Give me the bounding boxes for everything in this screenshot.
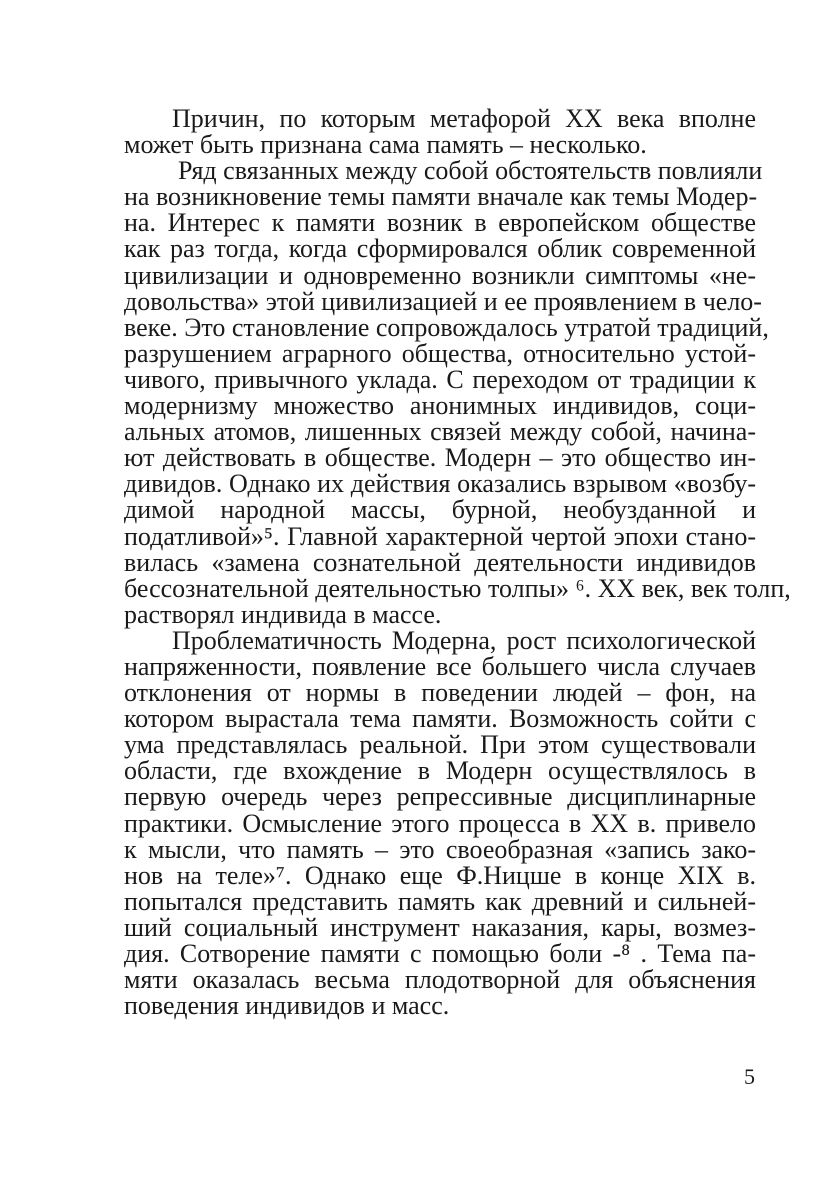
text-line: чивого, привычного уклада. С переходом от традиции к (124, 364, 756, 394)
text-line: поведения индивидов и масс. (124, 991, 450, 1021)
text-line: напряженности, появление все большего числа случаев (124, 651, 756, 681)
text-line: модернизму множество анонимных индивидов, соци- (124, 391, 756, 421)
text-line: альных атомов, лишенных связей между собой, начина- (124, 417, 756, 447)
text-line: отклонения от нормы в поведении людей – фон, на (124, 678, 756, 708)
text-line: ума представлялась реальной. При этом существовали (124, 730, 756, 760)
body-text (124, 104, 791, 1021)
text-line: может быть признана сама память – несколько. (124, 130, 647, 160)
text-line: ший социальный инструмент наказания, кары, возмез- (124, 912, 756, 942)
text-line: практики. Осмысление этого процесса в XX в. привело (124, 808, 756, 838)
text-line: к мысли, что память – это своеобразная «запись зако- (124, 834, 756, 864)
text-line: вилась «замена сознательной деятельности индивидов (124, 547, 756, 577)
text-line: котором вырастала тема памяти. Возможность сойти с (124, 704, 756, 734)
text-line: бессознательной деятельностью толпы» ⁶. XX век, век толп, (124, 573, 791, 603)
text-line: цивилизации и одновременно возникли симптомы «не- (124, 260, 756, 290)
text-line: довольства» этой цивилизацией и ее проявлением в чело- (124, 286, 762, 316)
text-line: ют действовать в обществе. Модерн – это общество ин- (124, 443, 756, 473)
text-line: области, где вхождение в Модерн осуществлялось в (124, 756, 756, 786)
text-line: разрушением аграрного общества, относительно устой- (124, 338, 756, 368)
text-line: Причин, по которым метафорой XX века вполне (172, 104, 756, 133)
text-line: на. Интерес к памяти возник в европейском обществе (124, 208, 756, 238)
text-line: Проблематичность Модерна, рост психологической (172, 625, 756, 655)
text-line: мяти оказалась весьма плодотворной для объяснения (124, 965, 756, 995)
text-line: попытался представить память как древний и сильней- (124, 886, 756, 916)
text-line: растворял индивида в массе. (124, 599, 442, 629)
text-line: Ряд связанных между собой обстоятельств повлияли (178, 156, 763, 186)
text-line: димой народной массы, бурной, необузданной и (124, 495, 756, 525)
text-line: веке. Это становление сопровождалось утратой традиций, (124, 312, 769, 342)
text-line: дия. Сотворение памяти с помощью боли -⁸ . Тема па- (124, 939, 756, 968)
text-line: нов на теле»⁷. Однако еще Ф.Ницше в конце XIX в. (124, 860, 756, 890)
page-number: 5 (744, 1064, 755, 1089)
text-line: дивидов. Однако их действия оказались взрывом «возбу- (124, 469, 756, 499)
text-line: как раз тогда, когда сформировался облик современной (124, 234, 756, 264)
text-line: податливой»⁵. Главной характерной чертой эпохи стано- (124, 521, 756, 551)
text-line: первую очередь через репрессивные дисциплинарные (124, 782, 756, 812)
text-line: на возникновение темы памяти вначале как темы Модер- (124, 182, 758, 212)
